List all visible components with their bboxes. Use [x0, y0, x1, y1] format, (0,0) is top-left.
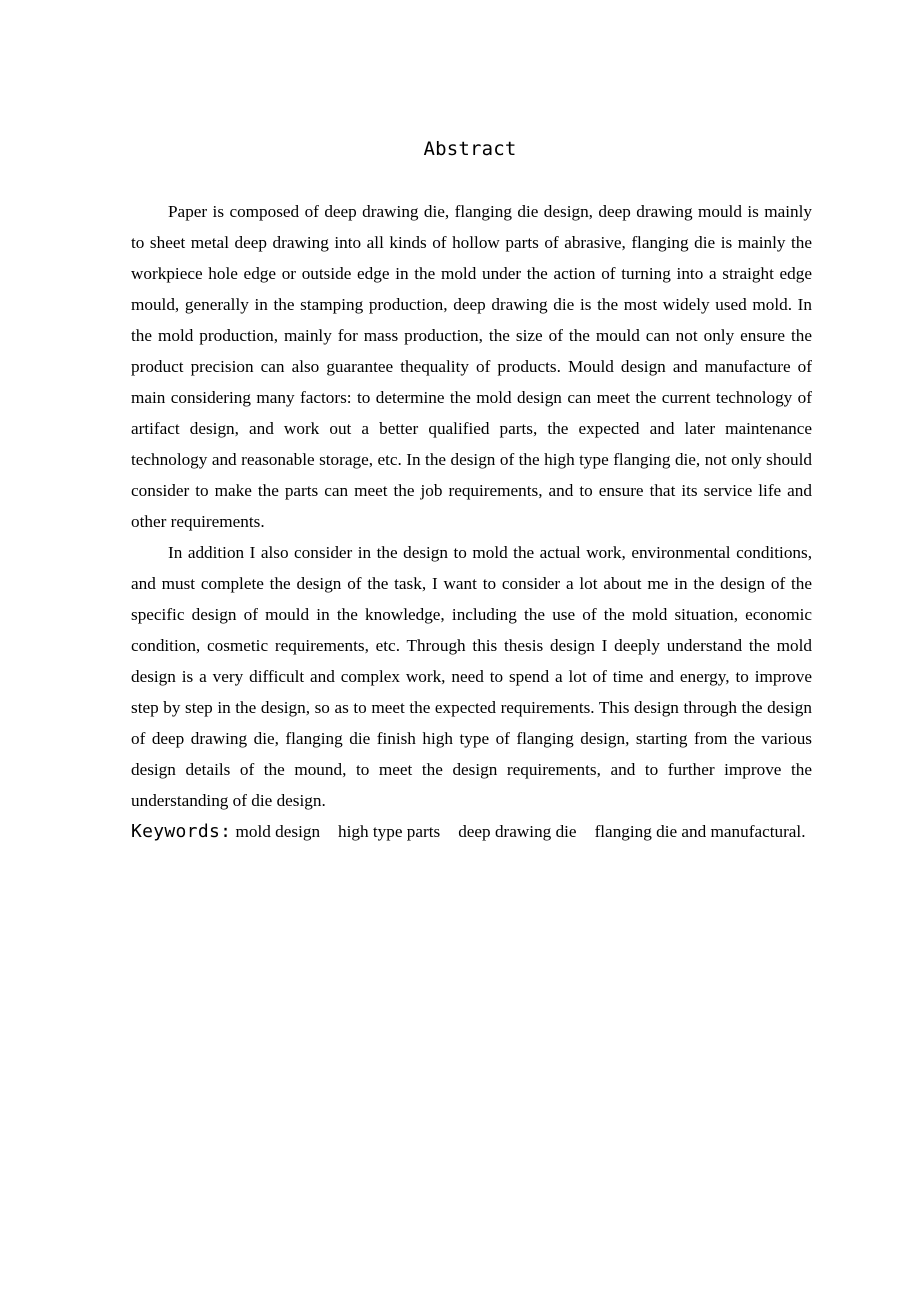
abstract-paragraph-1: Paper is composed of deep drawing die, flanging die design, deep drawing mould is mainly to sheet metal deep drawing into all kinds of hollow parts of abrasive, flanging die is mainly the workpiece hole edge or outside edge in the mold under the action of turning into a straight edge mould, generally in the stamping production, deep drawing die is the most widely used mold. In the mold production, mainly for mass production, the size of the mould can not only ensure the product precision can also guarantee thequality of products. Mould design and manufacture of main considering many factors: to determine the mold design can meet the current technology of artifact design, and work out a better qualified parts, the expected and later maintenance technology and reasonable storage, etc. In the design of the high type flanging die, not only should consider to make the parts can meet the job requirements, and to ensure that its service life and other requirements.	[131, 202, 812, 531]
keywords-label: Keywords:	[131, 821, 232, 842]
keyword-item: mold design	[235, 822, 321, 841]
abstract-paragraph-2: In addition I also consider in the design to mold the actual work, environmental conditions, and must complete the design of the task, I want to consider a lot about me in the design of the specific design of mould in the knowledge, including the use of the mold situation, economic condition, cosmetic requirements, etc. Through this thesis design I deeply understand the mold design is a very difficult and complex work, need to spend a lot of time and energy, to improve step by step in the design, so as to meet the expected requirements. This design through the design of deep drawing die, flanging die finish high type of flanging design, starting from the various design details of the mound, to meet the design requirements, and to further improve the understanding of die design.	[131, 543, 812, 810]
abstract-title: Abstract	[423, 138, 517, 160]
keyword-item: high type parts	[338, 822, 441, 841]
keyword-item: deep drawing die	[458, 822, 577, 841]
keyword-item: flanging die and manufactural.	[594, 822, 806, 841]
keywords-line	[131, 816, 812, 847]
abstract-body	[131, 196, 812, 847]
